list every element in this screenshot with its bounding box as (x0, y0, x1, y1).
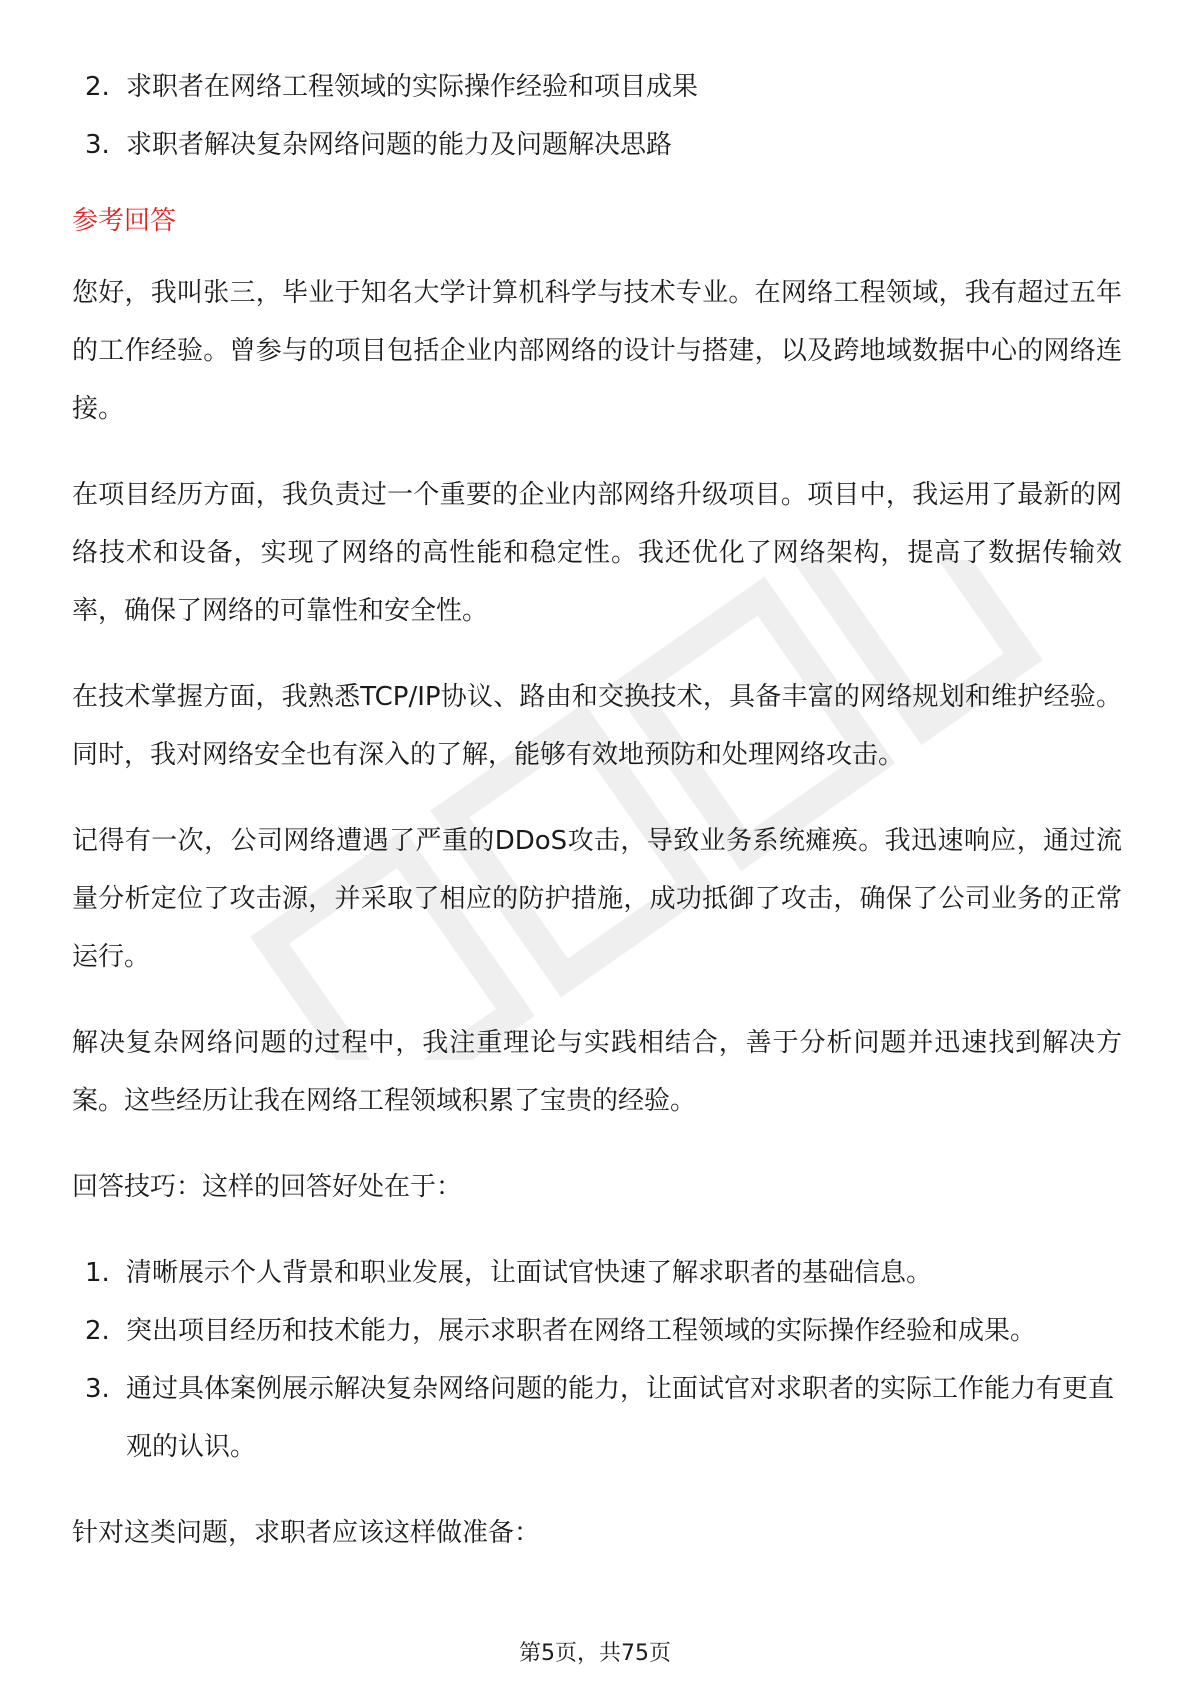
section-heading: 参考回答 (72, 206, 177, 236)
list-item (72, 1244, 1122, 1302)
answer-paragraph: 您好，我叫张三，毕业于知名大学计算机科学与技术专业。在网络工程领域，我有超过五年的工作经验。曾参与的项目包括企业内部网络的设计与搭建，以及跨地域数据中心的网络连接。 (72, 278, 1122, 424)
list-item (72, 116, 1122, 174)
answer-paragraph: 在技术掌握方面，我熟悉TCP/IP协议、路由和交换技术，具备丰富的网络规划和维护经验。同时，我对网络安全也有深入的了解，能够有效地预防和处理网络攻击。 (72, 682, 1122, 770)
list-item-text: 通过具体案例展示解决复杂网络问题的能力，让面试官对求职者的实际工作能力有更直观的认识。 (126, 1374, 1115, 1462)
list-number: 2. (85, 1316, 110, 1346)
list-number: 3. (85, 1374, 110, 1404)
page-footer: 第5页，共75页 (519, 1641, 671, 1666)
tips-list (72, 1244, 1122, 1476)
list-item-text: 清晰展示个人背景和职业发展，让面试官快速了解求职者的基础信息。 (126, 1258, 933, 1288)
list-item-text: 突出项目经历和技术能力，展示求职者在网络工程领域的实际操作经验和成果。 (126, 1316, 1037, 1346)
answer-paragraph: 解决复杂网络问题的过程中，我注重理论与实践相结合，善于分析问题并迅速找到解决方案。这些经历让我在网络工程领域积累了宝贵的经验。 (72, 1028, 1122, 1116)
tips-label: 回答技巧：这样的回答好处在于： (72, 1172, 463, 1202)
criteria-list (72, 58, 1122, 174)
list-item (72, 1302, 1122, 1360)
list-item (72, 1360, 1122, 1476)
answer-paragraph: 在项目经历方面，我负责过一个重要的企业内部网络升级项目。项目中，我运用了最新的网络技术和设备，实现了网络的高性能和稳定性。我还优化了网络架构，提高了数据传输效率，确保了网络的可靠性和安全性。 (72, 480, 1122, 626)
list-number: 2. (85, 72, 110, 102)
list-item-text: 求职者解决复杂网络问题的能力及问题解决思路 (126, 130, 673, 160)
list-number: 3. (85, 130, 110, 160)
list-item (72, 58, 1122, 116)
list-item-text: 求职者在网络工程领域的实际操作经验和项目成果 (126, 72, 699, 102)
answer-paragraph: 记得有一次，公司网络遭遇了严重的DDoS攻击，导致业务系统瘫痪。我迅速响应，通过流量分析定位了攻击源，并采取了相应的防护措施，成功抵御了攻击，确保了公司业务的正常运行。 (72, 826, 1122, 972)
list-number: 1. (85, 1258, 110, 1288)
preparation-text: 针对这类问题，求职者应该这样做准备： (72, 1518, 541, 1548)
main-content (72, 58, 1122, 1562)
